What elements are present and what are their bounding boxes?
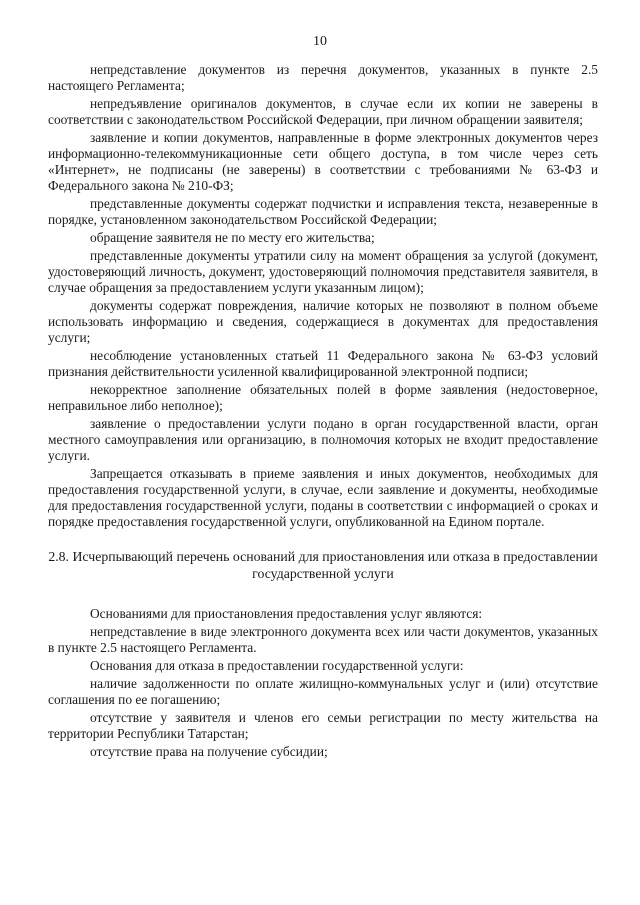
- paragraph: отсутствие права на получение субсидии;: [90, 744, 328, 759]
- paragraph: непредставление документов из перечня документов, указанных в пункте 2.5 настоящего Регламента;: [48, 62, 598, 93]
- paragraph: некорректное заполнение обязательных полей в форме заявления (недостоверное, неправильное либо неполное);: [48, 382, 598, 413]
- paragraph: заявление и копии документов, направленные в форме электронных документов через информационно-телекоммуникационные сети общего доступа, в том числе через сеть «Интернет», не подписаны (не заверены) в соответствии с требованиями № 63-ФЗ и Федерального закона № 210-ФЗ;: [48, 130, 598, 193]
- paragraph: Основания для отказа в предоставлении государственной услуги:: [90, 658, 464, 673]
- paragraph: наличие задолженности по оплате жилищно-коммунальных услуг и (или) отсутствие соглашения по ее погашению;: [48, 676, 598, 707]
- paragraph: Запрещается отказывать в приеме заявления и иных документов, необходимых для предоставления государственной услуги, в случае, если заявление и документы, необходимые для предоставления государственной услуги, поданы в соответствии с информацией о сроках и порядке предоставления государственной услуги, опубликованной на Едином портале.: [48, 466, 598, 529]
- paragraph: несоблюдение установленных статьей 11 Федерального закона № 63-ФЗ условий признания действительности усиленной квалифицированной электронной подписи;: [48, 348, 598, 379]
- paragraph: представленные документы содержат подчистки и исправления текста, незаверенные в порядке, установленном законодательством Российской Федерации;: [48, 196, 598, 227]
- paragraph: документы содержат повреждения, наличие которых не позволяют в полном объеме использовать информацию и сведения, содержащиеся в документах для предоставления услуги;: [48, 298, 598, 345]
- paragraph: непредставление в виде электронного документа всех или части документов, указанных в пункте 2.5 настоящего Регламента.: [48, 624, 598, 655]
- paragraph: обращение заявителя не по месту его жительства;: [90, 230, 375, 245]
- section-heading: 2.8. Исчерпывающий перечень оснований для приостановления или отказа в предоставлении государственной услуги: [48, 549, 598, 581]
- paragraph: Основаниями для приостановления предоставления услуг являются:: [90, 606, 483, 621]
- paragraph: заявление о предоставлении услуги подано в орган государственной власти, орган местного самоуправления или организацию, в полномочия которых не входит предоставление услуги.: [48, 416, 598, 463]
- paragraph: отсутствие у заявителя и членов его семьи регистрации по месту жительства на территории Республики Татарстан;: [48, 710, 598, 741]
- document-body: [48, 62, 598, 762]
- paragraph: непредъявление оригиналов документов, в случае если их копии не заверены в соответствии с законодательством Российской Федерации, при личном обращении заявителя;: [48, 96, 598, 127]
- page-number: 10: [313, 34, 327, 49]
- paragraph: представленные документы утратили силу на момент обращения за услугой (документ, удостоверяющий личность, документ, удостоверяющий полномочия представителя заявителя, в случае обращения за предоставлением услуги указанным лицом);: [48, 248, 598, 295]
